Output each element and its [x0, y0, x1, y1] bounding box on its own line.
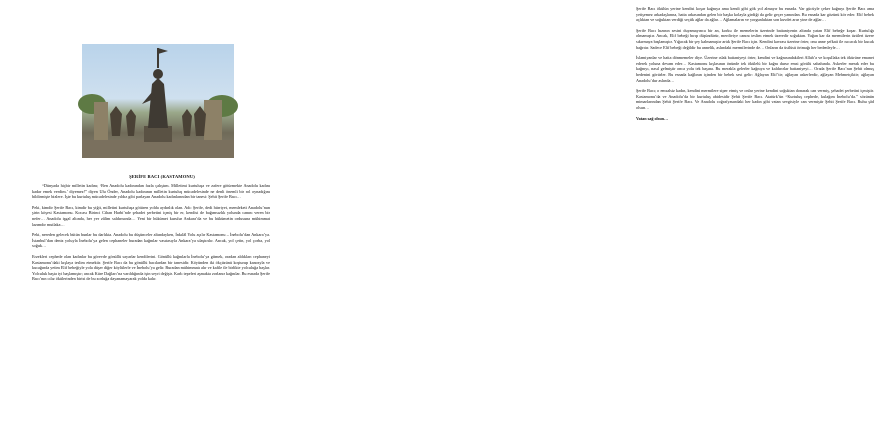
paragraph: Erzekleri cephede olan kadınlar bu görevde gönüllü sayarlar kendilerini. Gönüllü kağnılarla İnebolu’ya gitmek, oradan aldıkları cephaneyi Kastamonu’daki kışlaya teslim etmektir. Şerife Bacı da bu gönüllü bacılardan bir tanesidir. Köyünden iki ökçüzünü koşturup kanosyla ve kucağında yetim Elif bebeğiyle yola düşer diğer köylülerle ve İnebolu’ya gelir. Buradan mühimmatı alır ve kafile ile birlikte yolculuğa başlar. Yolculuk başta iyi başlamıştır; ancak Küre Dağları’na varıldığında işin seyri değişir. Karlı tepeleri aşmakta zorlanır kağnılar. Bu esnada Şerife Bacı’nın cılız ökülerinden birisi de bu zorluğa dayanamayarak yolda kalır. — [32, 253, 270, 282]
paragraph: Şerife Bacı ökülün yerine kendisi koşar kağnıya ama kendi gibi gök yol almayır bu esnada. Var gücüyle çeker kağnıyı Şerife Bacı ama yetişemez arkadaşlarına, hatta arkasından gelen bir başka kolayla girdiği da gelir geçer yanından. Bu esnada kar gözünü kör eder. Elif bebek açlıktan ve soğuktan verdiği seçtik ağlar da ağlar… Ağlamaların ve yorgunluktan son kuvdet arar yine de ağlar… — [636, 6, 874, 23]
flag — [158, 48, 168, 54]
closing-line: Vatan sağ olsun… — [636, 115, 669, 121]
left-page — [0, 0, 300, 424]
statue-head — [153, 69, 163, 79]
right-body-text — [636, 6, 874, 126]
paragraph: Şerife Bacı hızının sesini duyamayınca bir an, korku ile memelerin üzerinde battaniyenin altında yatan Elif bebeğe koşar. Kurtulığı olmamıştır. Ancak, Elif bebeği bırıp düşündürür, merdiviye canını teslim etmek üzeredir soğuktan. Yağan kar da mermilerin üzüleri üzere sıkırmaya başlamıştır. Yığacak bir şey kalmamıştır artık Şerife Bacı için. Kendini kavrası üzerine örter, onu anne şefkati ile ısıcacık bir kucak bağrıtır. Sadece Elif bebeği değildir bu annelik, aslındaki mermilerinde de… Onların da üstlüsü örtmağı her bedenleyle… — [636, 27, 874, 50]
paragraph: “Dünyada hiçbir milletin kadını; ‘Ben Anadolu kadınından fazla çalıştım. Milletimi kurtuluşa ve zafere götürmekte Anadolu kadını kadar emek verdim.’ diyemez!” diyen Ulu Önder, Anadolu kadınının milletin kurtuluş mücadelesinde ne denli önemli bir rol oynadığını bildirmişte bizlere. İşte bu kurtuluş mücadelesinde yıldız gibi parlayan Anadolu kadınlarından bir tanesi: Şehit Şerife Bacı… — [32, 183, 270, 200]
monument-block — [94, 102, 108, 142]
article-title: ŞERİFE BACI (KASTAMONU) — [129, 174, 195, 179]
paragraph: Şerife Bacı; o emsalsiz kadın, kendini mermilere siper etmiş ve onlar yerine kendini soğuktan donarak can vermiş, şehadet şerbetini içmiştir. Kastamonu’da ve Anadolu’da bir kurtuluş abidesidir Şehit Şerife Bacı. Atatürk’ün “Kurtuluş cephede, kulağım İnebolu’da.” sözünün mimarlarından Şehit Şerife Bacı. Ve Anadolu coğrafyasındaki her kadın gibi vatan sevgisiyle can vermiştir Şehit Şerife Bacı. Ruhu şâd olsun… — [636, 88, 874, 110]
right-page — [300, 0, 874, 424]
ground — [82, 140, 234, 158]
statue-photo — [82, 44, 234, 158]
paragraph: Peki, kimdir Şerife Bacı, kimdir bu yiğit, milletini kurtuluşa götüren yolda aydınlık olan. Adı: Şerife, dedi hürriyet, memleketi Anadolu’nun şirin köşesi Kastamonu. Kocası Birinci Cihan Harbi’nde şehadet şerbetini içmiş bir er, kendisi de bağımsızlık yolunda canını veren bir nefer… Anadolu işgal altında, her yer zâlim saldırısında… Yeni bir hükümet kurulur Ankara’da ve bu hükümetin ordusuna mühimmat lazımdır mutlaka… — [32, 204, 270, 227]
monument-block — [204, 100, 222, 144]
paragraph: Peki, nereden gelecek bütün bunlar bu darlıkta. Anadolu bu düşünceler altındayken, İnkılâl Yolu açılır Kastamonu – İnebolu’dan Ankara’ya. İstanbul’dan deniz yoluyla İnebolu’ya gelen cephaneler buradan kağnılar vasıtasıyla Ankara’ya ulaştırılır. Ancak, yol çetin, yol çorba, yol soğuk… — [32, 232, 270, 249]
statue-illustration — [82, 44, 234, 158]
soldier-figure — [126, 109, 136, 136]
left-body-text — [32, 183, 270, 287]
soldier-figure — [182, 109, 192, 136]
soldier-figure — [110, 106, 122, 136]
statue-base — [144, 126, 172, 142]
statue-figure — [148, 78, 168, 128]
paragraph: İslamiyanlar ve hatta dönmemeler diye. Üzerine ıslak battaniyeyi örter, kendini ve kağnısındakileri Allah’a ve koşullaka tek ökürüne emanet ederek yoluna devam eder… Kastamonu kışlasının önünde tek ökülelü bir kağnı durur emsi görülü sabahında. Askerler merak eder bu kağnıyı, nasıl gelmiştir onca yolu tek başına. Bu merakla gelerler kağnıya ve kaldırırlar battaniyeyi… Orada Şerife Bacı’nın Şehit olmuş bedenini görürler. Bu esnada kağlının içinden bir bebek sesi gelir: Ağlayan Elif’tir; ağlayan askerlerdir, ağlayan Mehmetçiktir; ağlayan Anadolu’dur aslında… — [636, 55, 874, 83]
